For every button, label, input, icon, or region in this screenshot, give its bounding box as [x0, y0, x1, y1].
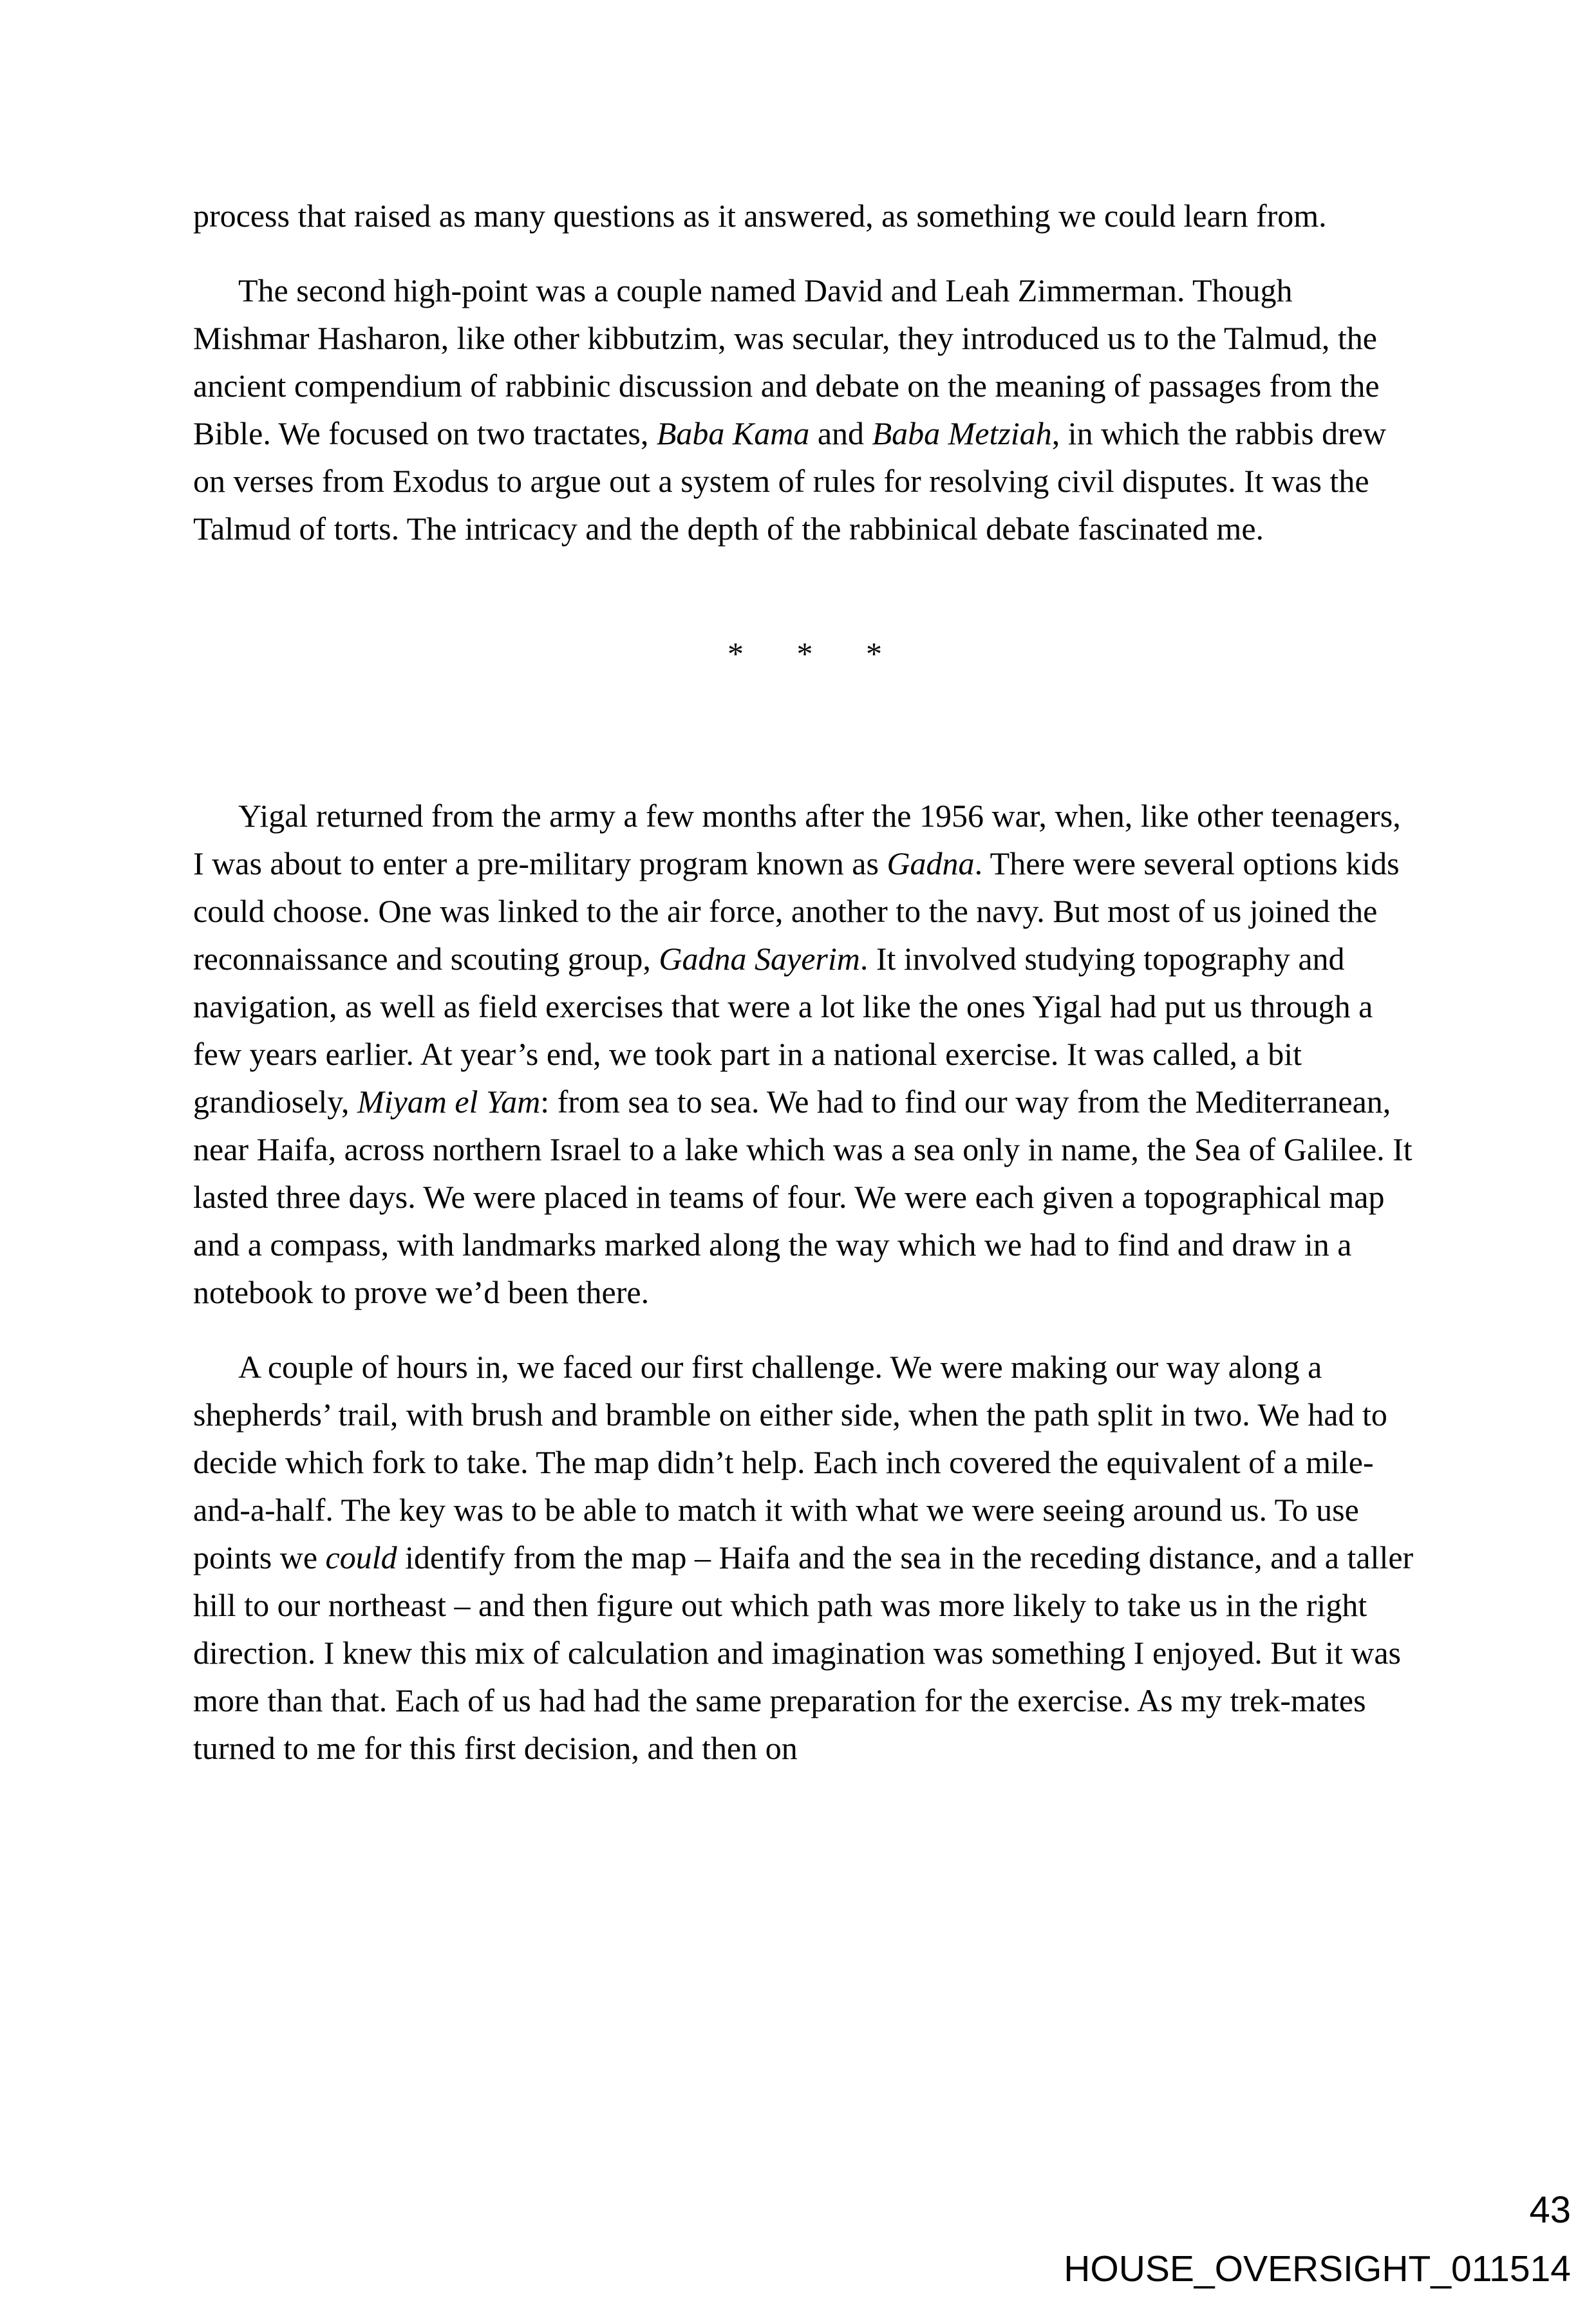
italic-text-run: could	[325, 1539, 397, 1575]
text-run: Yigal returned from the army a few months after the 1956 war, when, like other teenagers, I was about to enter a pre-military program known as	[193, 798, 1401, 881]
text-run: A couple of hours in, we faced our first challenge. We were making our way along a shepherds’ trail, with brush and bramble on either side, when the path split in two. We had to decide which fork to take. The map didn’t help. Each inch covered the equivalent of a mile-and-a-half. The key was to be able to match it with what we were seeing around us. To use points we	[193, 1349, 1387, 1575]
italic-text-run: Miyam el Yam	[357, 1084, 541, 1120]
text-run: process that raised as many questions as it answered, as something we could learn from.	[193, 198, 1327, 234]
text-run: : from sea to sea. We had to find our way from the Mediterranean, near Haifa, across northern Israel to a lake which was a sea only in name, the Sea of Galilee. It lasted three days. We were placed in teams of four. We were each given a topographical map and a compass, with landmarks marked along the way which we had to find and draw in a notebook to prove we’d been there.	[193, 1084, 1413, 1310]
italic-text-run: Gadna	[887, 845, 975, 881]
text-run: The second high-point was a couple named David and Leah Zimmerman. Though Mishmar Hasharon, like other kibbutzim, was secular, they introduced us to the Talmud, the ancient compendium of rabbinic discussion and debate on the meaning of passages from the Bible. We focused on two tractates,	[193, 272, 1380, 451]
text-run: . It involved studying topography and navigation, as well as field exercises that were a lot like the ones Yigal had put us through a few years earlier. At year’s end, we took part in a national exercise. It was called, a bit grandiosely,	[193, 941, 1373, 1120]
paragraph	[193, 192, 1416, 240]
paragraph	[193, 1343, 1416, 1772]
text-run: . There were several options kids could choose. One was linked to the air force, another to the navy. But most of us joined the reconnaissance and scouting group,	[193, 845, 1400, 977]
italic-text-run: Baba Kama	[656, 415, 810, 451]
italic-text-run: Gadna Sayerim	[659, 941, 860, 977]
section-break-asterisks: * * *	[728, 635, 882, 672]
text-run: , in which the rabbis drew on verses from Exodus to argue out a system of rules for resolving civil disputes. It was the Talmud of torts. The intricacy and the depth of the rabbinical debate fascinated me.	[193, 415, 1387, 547]
page-text-content	[193, 192, 1416, 1799]
paragraph	[193, 267, 1416, 552]
paragraph	[193, 792, 1416, 1316]
page-number: 43	[1529, 2189, 1571, 2231]
bates-stamp-id: HOUSE_OVERSIGHT_011514	[1064, 2248, 1571, 2289]
text-run: and	[809, 415, 872, 451]
text-run: identify from the map – Haifa and the sea in the receding distance, and a taller hill to our northeast – and then figure out which path was more likely to take us in the right direction. I knew this mix of calculation and imagination was something I enjoyed. But it was more than that. Each of us had had the same preparation for the exercise. As my trek-mates turned to me for this first decision, and then on	[193, 1539, 1414, 1766]
italic-text-run: Baba Metziah	[872, 415, 1052, 451]
